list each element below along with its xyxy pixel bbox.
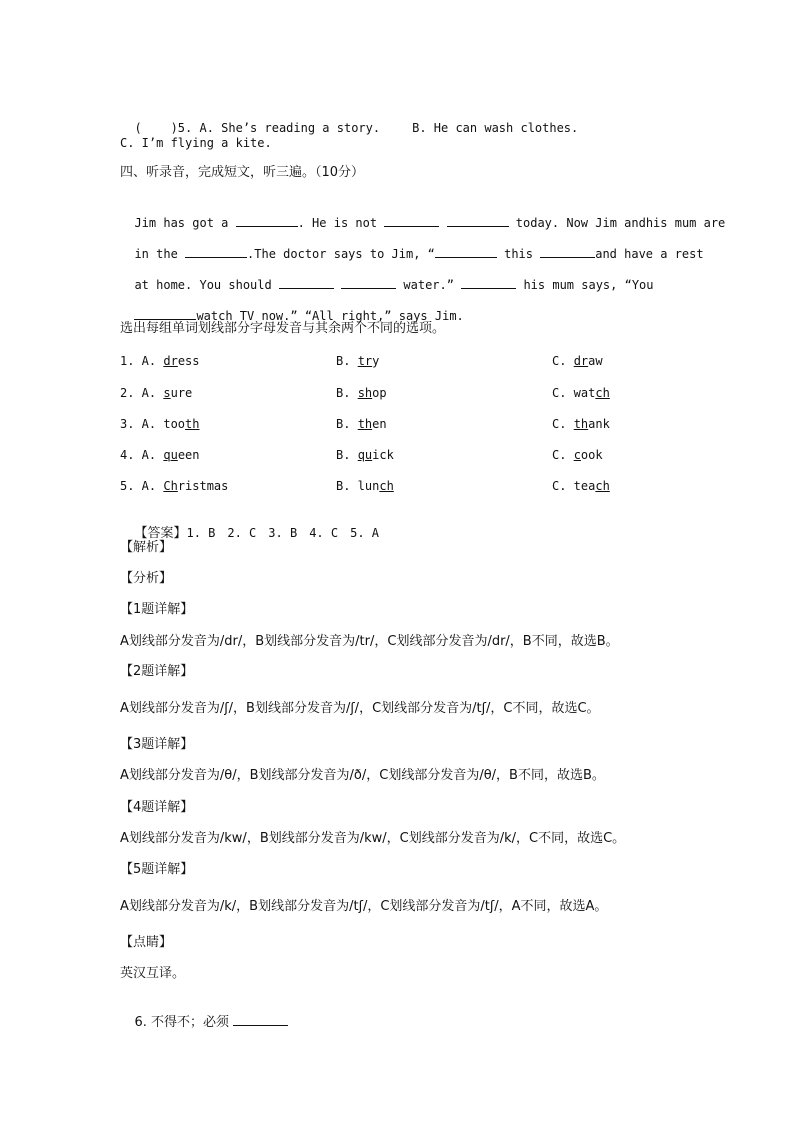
answer-blank[interactable] <box>435 245 497 258</box>
answer-blank[interactable] <box>134 307 196 320</box>
section-4-title: 四、听录音，完成短文，听三遍。（10分） <box>120 165 365 180</box>
option-a: 2. A. sure <box>120 386 193 400</box>
answer-item: 1. B <box>186 526 216 540</box>
phonics-instruction: 选出每组单词划线部分字母发音与其余两个不同的选项。 <box>120 321 446 336</box>
answer-item: 3. B <box>268 526 298 540</box>
option-b: B. try <box>336 354 380 368</box>
detail-1-title: 【1题详解】 <box>120 602 194 617</box>
option-b: B. shop <box>336 386 387 400</box>
option-c: C. draw <box>552 354 603 368</box>
detail-2-title: 【2题详解】 <box>120 664 194 679</box>
option-b: B. lunch <box>336 479 394 493</box>
answer-blank[interactable] <box>185 245 247 258</box>
passage-text: at home. You should <box>134 278 279 292</box>
analysis-label: 【解析】 <box>120 540 173 555</box>
passage-text: today. Now Jim andhis mum are <box>508 216 726 230</box>
answer-blank[interactable] <box>236 214 298 227</box>
option-a: 3. A. tooth <box>120 417 200 431</box>
answer-item: 4. C <box>309 526 339 540</box>
passage-text: his mum says, “You <box>516 278 654 292</box>
passage-text: Jim has got a <box>134 216 236 230</box>
option-a: 4. A. queen <box>120 448 200 462</box>
answer-item: 2. C <box>227 526 257 540</box>
option-a: 5. A. Christmas <box>120 479 229 493</box>
passage-line-2 <box>120 229 704 262</box>
answer-blank[interactable] <box>279 276 334 289</box>
detail-4-title: 【4题详解】 <box>120 800 194 815</box>
passage-line-1 <box>120 198 725 231</box>
passage-text: . He is not <box>297 216 385 230</box>
fenxi-label: 【分析】 <box>120 571 173 586</box>
dianjing-label: 【点睛】 <box>120 935 173 950</box>
passage-text: this <box>496 247 541 261</box>
question-5-option-b: B. He can wash clothes. <box>412 121 579 135</box>
answer-blank[interactable] <box>540 245 595 258</box>
question-6 <box>120 997 288 1031</box>
answer-line <box>120 509 391 542</box>
answer-blank[interactable] <box>233 1013 288 1026</box>
question-5-line <box>120 104 578 136</box>
option-c: C. cook <box>552 448 603 462</box>
answer-blank[interactable] <box>384 214 439 227</box>
answer-blank[interactable] <box>341 276 396 289</box>
detail-5-text: A划线部分发音为/k/，B划线部分发音为/tʃ/，C划线部分发音为/tʃ/，A不同，故选A。 <box>120 899 608 914</box>
option-b: B. then <box>336 417 387 431</box>
answer-label: 【答案】 <box>134 526 187 541</box>
detail-3-title: 【3题详解】 <box>120 737 194 752</box>
passage-text: water.” <box>396 278 462 292</box>
passage-line-3 <box>120 260 654 293</box>
passage-text: and have a rest <box>595 247 704 261</box>
question-5-text: ( )5. A. She’s reading a story. <box>134 121 381 135</box>
detail-5-title: 【5题详解】 <box>120 862 194 877</box>
section-title-translation: 英汉互译。 <box>120 966 186 981</box>
question-5-option-c: C. I’m flying a kite. <box>120 136 272 150</box>
passage-text: watch TV now.” “All right,” says Jim. <box>196 309 464 323</box>
option-a: 1. A. dress <box>120 354 200 368</box>
option-c: C. teach <box>552 479 610 493</box>
option-c: C. watch <box>552 386 610 400</box>
passage-text: in the <box>134 247 186 261</box>
question-6-text: 6. 不得不；必须 <box>134 1015 234 1030</box>
passage-line-4 <box>120 291 464 324</box>
detail-2-text: A划线部分发音为/ʃ/，B划线部分发音为/ʃ/，C划线部分发音为/tʃ/，C不同，故选C。 <box>120 701 600 716</box>
option-c: C. thank <box>552 417 610 431</box>
detail-3-text: A划线部分发音为/θ/，B划线部分发音为/ð/，C划线部分发音为/θ/，B不同，故选B。 <box>120 768 605 783</box>
passage-text: .The doctor says to Jim, “ <box>247 247 435 261</box>
answer-blank[interactable] <box>447 214 509 227</box>
answer-item: 5. A <box>350 526 379 540</box>
detail-4-text: A划线部分发音为/kw/，B划线部分发音为/kw/，C划线部分发音为/k/，C不同，故选C。 <box>120 831 626 846</box>
answer-blank[interactable] <box>461 276 516 289</box>
option-b: B. quick <box>336 448 394 462</box>
detail-1-text: A划线部分发音为/dr/，B划线部分发音为/tr/，C划线部分发音为/dr/，B不同，故选B。 <box>120 634 619 649</box>
